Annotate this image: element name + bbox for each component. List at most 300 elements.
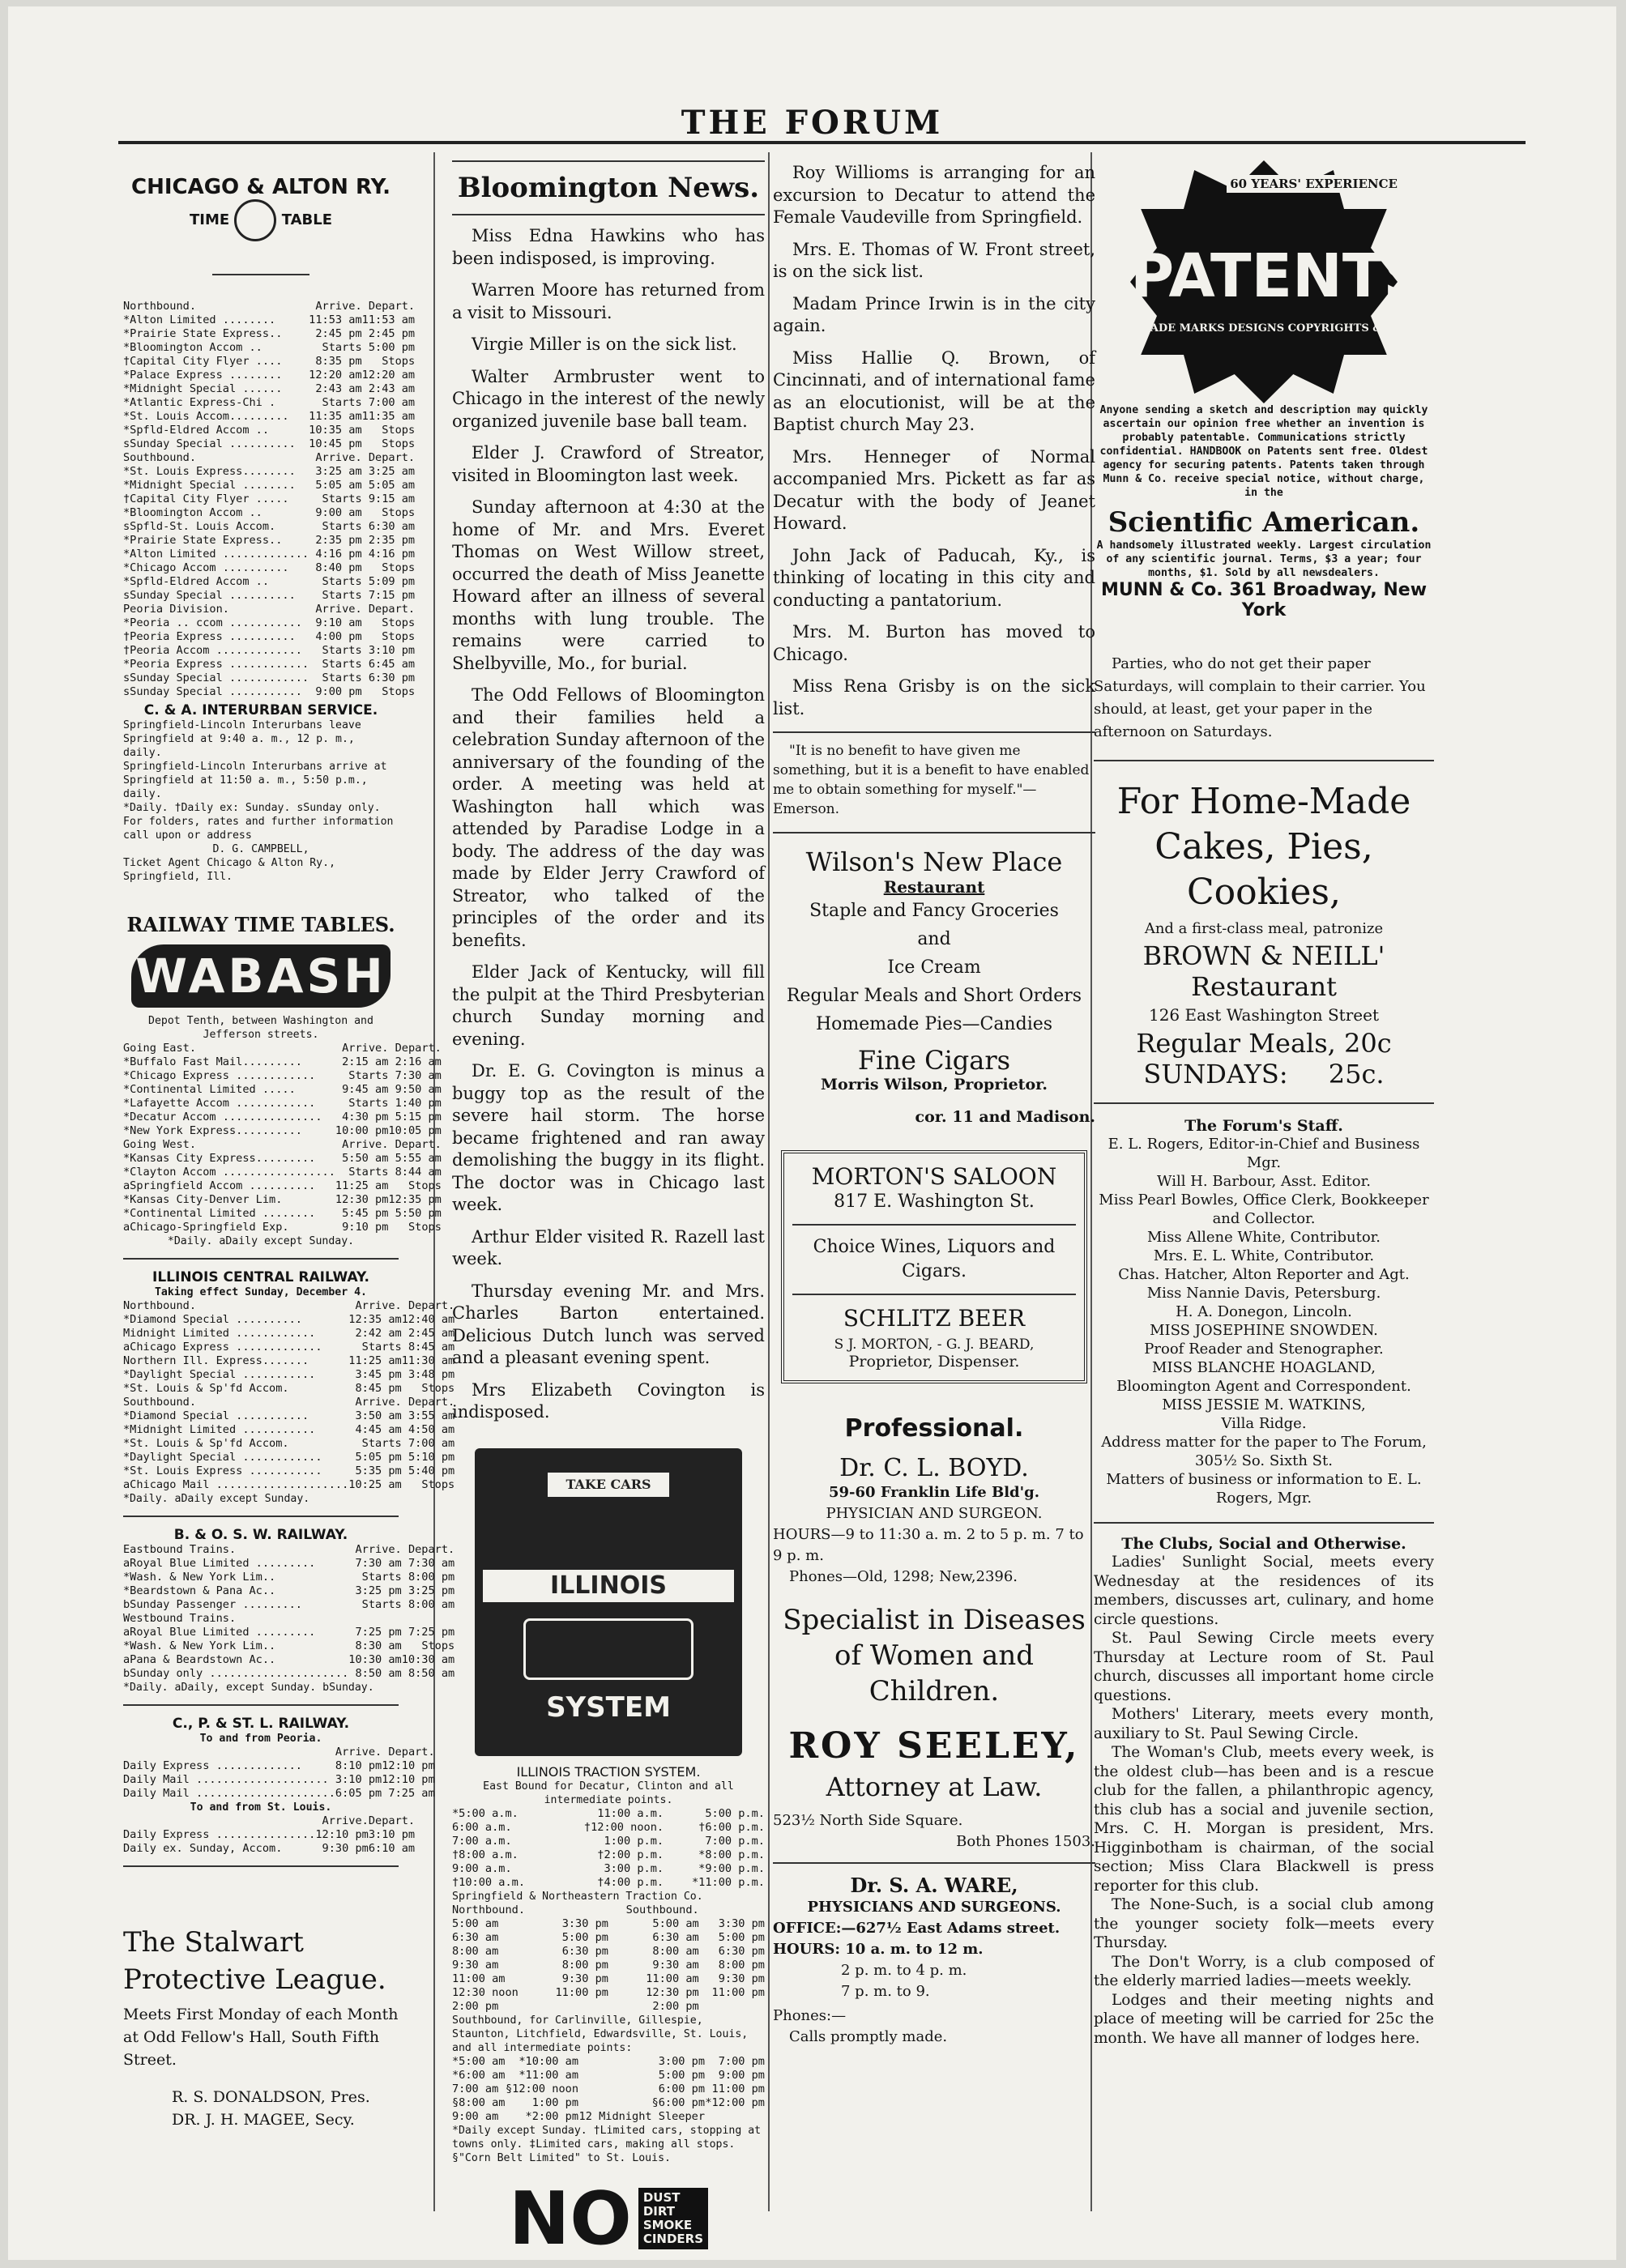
table-row xyxy=(123,1207,442,1221)
table-cell: 5:55 am xyxy=(395,1152,442,1165)
table-cell: Daily Mail ..................... xyxy=(123,1787,335,1800)
table-row xyxy=(123,313,415,327)
table-cell: Arrive. xyxy=(355,1299,402,1312)
table-cell: 10:05 pm xyxy=(388,1124,442,1137)
table-cell: 12:35 pm xyxy=(388,1193,442,1206)
wilson-line: Staple and Fancy Groceries xyxy=(809,901,1059,921)
table-cell: Stops xyxy=(382,506,416,519)
table-cell: 12:30 noon xyxy=(452,1985,519,1999)
saturday-notice: Parties, who do not get their paper Saturdays, will complain to their carrier. You should, at least, get your paper in the afternoon on Saturdays. xyxy=(1094,655,1426,740)
table-cell: 3:48 pm xyxy=(408,1368,455,1381)
staff-entry: Mrs. E. L. White, Contributor. xyxy=(1153,1247,1375,1264)
staff-entry: Miss Pearl Bowles, Office Clerk, Bookkeeper and Collector. xyxy=(1099,1192,1429,1227)
table-cell: 8:45 pm xyxy=(355,1382,402,1395)
traction-sn-table xyxy=(452,1904,765,2014)
cpstl-timetable xyxy=(123,1746,435,1801)
club-entry: The None-Such, is a social club among the younger society folk—meets every Thursday. xyxy=(1094,1896,1434,1951)
table-cell: 3:25 am xyxy=(315,465,362,478)
table-cell: 6:30 am xyxy=(368,520,416,533)
table-cell: 8:50 am xyxy=(355,1667,402,1680)
table-cell: 11:00 am xyxy=(646,1972,699,1985)
table-cell: Stops xyxy=(421,1382,455,1395)
table-cell: 6:30 am xyxy=(652,1930,699,1944)
table-cell: Depart. xyxy=(388,1746,435,1759)
table-row xyxy=(123,1571,455,1584)
table-cell: aChicago Mail .................... xyxy=(123,1478,349,1491)
table-cell: bSunday only ..................... xyxy=(123,1667,349,1680)
table-cell: Starts xyxy=(322,671,362,684)
saloon-prop2: Proprietor, Dispenser. xyxy=(848,1353,1020,1371)
table-cell: Starts xyxy=(361,1437,402,1450)
table-row xyxy=(123,1626,455,1639)
table-row xyxy=(123,1368,455,1382)
traction-east-table xyxy=(452,1807,765,1890)
news-item: Elder J. Crawford of Streator, visited in Bloomington last week. xyxy=(452,443,765,485)
table-cell: Starts xyxy=(361,1571,402,1584)
table-cell: 9:30 pm xyxy=(561,1972,608,1985)
league-president: R. S. DONALDSON, Pres. xyxy=(172,2088,370,2106)
league-secretary: DR. J. H. MAGEE, Secy. xyxy=(172,2111,355,2129)
table-cell: 7:00 p.m. xyxy=(705,1834,765,1848)
local-news-items xyxy=(773,162,1095,720)
table-cell: 6:00 pm xyxy=(658,2082,706,2095)
table-row xyxy=(123,451,415,465)
table-cell: *Daylight Special ........... xyxy=(123,1368,316,1381)
table-row xyxy=(123,437,415,451)
table-cell: 10:35 am xyxy=(309,424,362,437)
table-row xyxy=(123,1179,442,1193)
staff-entry: MISS JESSIE M. WATKINS, xyxy=(1162,1396,1366,1413)
table-cell: Starts xyxy=(322,396,362,409)
table-row xyxy=(452,1917,765,1931)
alton-note: *Daily. †Daily ex: Sunday. sSunday only. xyxy=(123,802,381,814)
table-cell: *Alton Limited ........ xyxy=(123,313,276,326)
wabash-note: *Daily. aDaily except Sunday. xyxy=(167,1235,355,1247)
table-cell: *St. Louis Express ........... xyxy=(123,1464,322,1477)
table-cell: Starts xyxy=(322,520,362,533)
table-cell: *Chicago Accom .......... xyxy=(123,561,289,574)
staff-entry: MISS JOSEPHINE SNOWDEN. xyxy=(1150,1322,1378,1339)
alton-note: Springfield-Lincoln Interurbans arrive at Springfield at 11:50 a. m., 5:50 p.m., daily. xyxy=(123,761,387,800)
table-cell xyxy=(543,1904,608,1917)
table-cell: 5:00 pm xyxy=(658,2068,706,2082)
table-row xyxy=(123,1598,455,1612)
divider xyxy=(792,1294,1076,1295)
seeley-title: Attorney at Law. xyxy=(826,1771,1043,1802)
table-cell: 5:40 pm xyxy=(408,1464,455,1477)
no-items: DUST DIRT SMOKE CINDERS xyxy=(638,2188,708,2249)
table-cell: Stops xyxy=(421,1639,455,1652)
table-row xyxy=(123,1437,455,1451)
table-cell: 3:25 am xyxy=(368,465,416,478)
table-row xyxy=(123,300,415,313)
table-cell: Daily Mail .................... xyxy=(123,1773,329,1786)
divider xyxy=(792,1224,1076,1226)
table-cell: Arrive. xyxy=(315,300,362,313)
homemade-meals: Regular Meals, 20c xyxy=(1136,1028,1392,1059)
table-cell: 11:00 a.m. xyxy=(597,1806,664,1820)
table-row xyxy=(123,1464,455,1478)
table-cell: 2:15 am xyxy=(342,1055,389,1068)
saloon-address: 817 E. Washington St. xyxy=(834,1192,1035,1212)
table-cell: 12:30 pm xyxy=(646,1985,699,1999)
table-cell: aChicago Express ............. xyxy=(123,1341,322,1354)
table-cell: *Lafayette Accom ............ xyxy=(123,1097,316,1110)
club-entry: St. Paul Sewing Circle meets every Thursday at Lecture room of St. Paul church, discusses all important home circle questions. xyxy=(1094,1630,1434,1704)
table-cell: *Wash. & New York Lim.. xyxy=(123,1571,276,1584)
cpstl-head: C., P. & ST. L. RAILWAY. xyxy=(172,1716,350,1732)
table-row xyxy=(452,1986,765,2000)
table-cell: 2:43 am xyxy=(315,382,362,395)
table-cell: *Bloomington Accom .. xyxy=(123,506,262,519)
table-cell: 5:00 am xyxy=(452,1916,499,1930)
table-cell: *2:00 pm xyxy=(525,2109,579,2123)
alton-time-table: TIME TABLE xyxy=(123,199,399,241)
munn-address: MUNN & Co. 361 Broadway, New York xyxy=(1100,580,1428,620)
masthead: THE FORUM xyxy=(681,104,944,142)
table-cell xyxy=(705,2110,765,2124)
table-cell: Arrive. xyxy=(322,1814,369,1827)
table-row xyxy=(452,1972,765,1986)
table-cell: 11:00 pm xyxy=(711,1985,765,1999)
table-cell: Stops xyxy=(382,424,416,437)
column-bloomington xyxy=(452,152,765,2262)
ware-hours: 7 p. m. to 9. xyxy=(841,1983,930,2000)
wilson-cigars: Fine Cigars xyxy=(857,1045,1011,1076)
table-cell: 8:35 pm xyxy=(315,355,362,368)
table-cell: sSunday Special ........... xyxy=(123,685,302,698)
table-cell: Arrive. xyxy=(355,1396,402,1409)
table-cell: *Decatur Accom ............... xyxy=(123,1111,322,1123)
ware-office: OFFICE:—627½ East Adams street. xyxy=(773,1920,1061,1937)
table-cell: Southbound. xyxy=(625,1903,699,1916)
table-cell: 3:45 pm xyxy=(355,1368,402,1381)
table-cell: aRoyal Blue Limited ......... xyxy=(123,1626,316,1639)
table-cell: 5:09 pm xyxy=(368,575,416,588)
table-cell: †2:00 p.m. xyxy=(597,1848,664,1861)
table-cell: 5:00 pm xyxy=(718,1930,765,1944)
homemade-sub: And a first-class meal, patronize xyxy=(1144,920,1384,937)
table-cell: *Clayton Accom ................. xyxy=(123,1166,335,1179)
wilson-address: cor. 11 and Madison. xyxy=(915,1108,1095,1126)
table-row xyxy=(123,589,415,603)
table-cell: 3:10 pm xyxy=(368,644,416,657)
table-cell: 5:05 pm xyxy=(355,1451,402,1464)
table-cell: *St. Louis Express........ xyxy=(123,465,296,478)
table-cell: 2:16 am xyxy=(395,1055,442,1068)
table-cell: 3:10 pm xyxy=(368,1828,416,1841)
ware-hours: HOURS: 10 a. m. to 12 m. xyxy=(773,1941,984,1958)
table-cell: 3:30 pm xyxy=(561,1916,608,1930)
table-cell xyxy=(402,1612,455,1626)
table-row xyxy=(452,1862,765,1876)
table-row xyxy=(123,492,415,506)
staff-entry: Villa Ridge. xyxy=(1221,1415,1307,1432)
table-row xyxy=(452,1807,765,1821)
news-item: Mrs. E. Thomas of W. Front street, is on the sick list. xyxy=(773,239,1095,281)
table-cell: 9:10 am xyxy=(315,616,362,629)
table-cell: Stops xyxy=(382,685,416,698)
table-row xyxy=(123,1313,455,1327)
table-cell: 8:40 pm xyxy=(315,561,362,574)
table-cell: 3:50 am xyxy=(355,1409,402,1422)
table-cell: 11:53 am xyxy=(309,313,362,326)
news-item: Thursday evening Mr. and Mrs. Charles Barton entertained. Delicious Dutch lunch was served and a pleasant evening spent. xyxy=(452,1281,765,1367)
table-cell: Starts xyxy=(361,1341,402,1354)
column-ads-staff xyxy=(1094,152,1434,2219)
table-cell: Eastbound Trains. xyxy=(123,1543,237,1556)
table-row xyxy=(452,2069,765,2083)
club-entry: The Don't Worry, is a club composed of the elderly married ladies—meets weekly. xyxy=(1094,1953,1434,1989)
table-row xyxy=(123,1773,435,1787)
table-cell: *Midnight Special ...... xyxy=(123,382,283,395)
table-row xyxy=(123,479,415,492)
league-title: The Stalwart Protective League. xyxy=(123,1926,386,1996)
table-cell: Daily Express ............... xyxy=(123,1828,316,1841)
table-cell: Going West. xyxy=(123,1138,197,1151)
table-cell: *10:00 am xyxy=(519,2054,579,2068)
table-cell: 10:25 am xyxy=(348,1478,402,1491)
table-cell: *Peoria Express ............ xyxy=(123,658,309,671)
table-row xyxy=(123,382,415,396)
table-cell: 2:43 am xyxy=(368,382,416,395)
table-cell: Starts xyxy=(322,589,362,602)
table-cell: 9:00 am xyxy=(452,2109,499,2123)
table-cell: *Prairie State Express.. xyxy=(123,327,283,340)
table-cell: Depart. xyxy=(408,1299,455,1312)
table-cell: 4:16 pm xyxy=(368,548,416,561)
alton-logo: CHICAGO & ALTON RY. xyxy=(131,175,390,199)
table-cell: 11:53 am xyxy=(361,313,416,326)
table-cell xyxy=(699,1904,765,1917)
table-cell: Arrive. xyxy=(342,1042,389,1055)
table-cell: †4:00 p.m. xyxy=(597,1875,664,1889)
cpstl-sub: To and from St. Louis. xyxy=(190,1801,332,1814)
table-cell: sSunday Special .......... xyxy=(123,589,296,602)
alton-note: For folders, rates and further information call upon or address xyxy=(123,816,394,842)
staff-entry: Bloomington Agent and Correspondent. xyxy=(1116,1378,1411,1395)
table-cell: Westbound Trains. xyxy=(123,1612,237,1625)
table-row xyxy=(123,1584,455,1598)
staff-entry: H. A. Donegon, Lincoln. xyxy=(1176,1303,1352,1320)
table-row xyxy=(123,327,415,341)
table-row xyxy=(123,644,415,658)
patents-trademarks: TRADE MARKS DESIGNS COPYRIGHTS &C. xyxy=(1133,322,1394,335)
saloon-prop: S J. MORTON, - G. J. BEARD, xyxy=(834,1336,1035,1353)
wilson-title: Wilson's New Place xyxy=(805,846,1063,877)
table-cell: Arrive. xyxy=(342,1138,389,1151)
bloomington-news-items xyxy=(452,225,765,1424)
table-row xyxy=(123,1083,442,1097)
table-cell: 11:25 am xyxy=(348,1354,402,1367)
table-cell: aPana & Beardstown Ac.. xyxy=(123,1653,276,1666)
table-cell: Starts xyxy=(322,575,362,588)
table-cell: 1:00 p.m. xyxy=(604,1834,664,1848)
staff-entry: Address matter for the paper to The Forum, 305½ So. Sixth St. xyxy=(1101,1434,1427,1469)
staff-head: The Forum's Staff. xyxy=(1094,1102,1434,1135)
club-entry: The Woman's Club, meets every week, is the oldest club—has been and is a rescue club for the fallen, a philanthropic agency, this club has a social and juvenile section, Mrs. C. H. Morgan is president, Mrs. Higginbotham is chairman, of the social section; Miss Clara Blackwell is press reporter for this club. xyxy=(1094,1744,1434,1895)
table-row xyxy=(123,1557,455,1571)
table-cell: 6:30 pm xyxy=(561,1944,608,1958)
table-row xyxy=(123,424,415,437)
table-cell: Depart. xyxy=(408,1543,455,1556)
table-row xyxy=(123,1152,442,1166)
boyd-title: PHYSICIAN AND SURGEON. xyxy=(826,1505,1043,1522)
table-cell: 8:00 am xyxy=(452,1944,499,1958)
table-cell: Daily ex. Sunday, Accom. xyxy=(123,1842,283,1855)
table-cell: 5:45 pm xyxy=(342,1207,389,1220)
table-cell: Depart. xyxy=(368,603,416,616)
table-cell: 7:25 am xyxy=(388,1787,435,1800)
homemade-sundays: SUNDAYS: 25c. xyxy=(1143,1059,1385,1089)
table-cell: †Capital City Flyer ..... xyxy=(123,492,289,505)
table-cell: 2:35 pm xyxy=(368,534,416,547)
ic-sub: Taking effect Sunday, December 4. xyxy=(154,1286,367,1298)
staff-entry: Miss Allene White, Contributor. xyxy=(1146,1229,1381,1246)
saloon-wines: Choice Wines, Liquors and Cigars. xyxy=(813,1237,1056,1281)
traction-tag: TAKE CARS xyxy=(548,1473,669,1497)
table-row xyxy=(123,520,415,534)
table-cell: 2:00 pm xyxy=(652,1999,699,2013)
table-cell: Northbound. xyxy=(123,300,197,313)
table-cell: 9:30 am xyxy=(652,1958,699,1972)
table-cell: *Diamond Special ........... xyxy=(123,1409,309,1422)
table-cell: Starts xyxy=(361,1598,402,1611)
news-item: Miss Hallie Q. Brown, of Cincinnati, and of international fame as an elocutionist, will be at the Baptist church May 23. xyxy=(773,347,1095,434)
divider xyxy=(773,1862,1095,1864)
saloon-title: MORTON'S SALOON xyxy=(811,1163,1057,1190)
table-cell: Stops xyxy=(382,630,416,643)
table-cell: 4:45 am xyxy=(355,1423,402,1436)
table-row xyxy=(452,1821,765,1835)
clubs-list xyxy=(1094,1553,1434,2048)
table-row xyxy=(452,2083,765,2096)
table-cell: 3:55 am xyxy=(408,1409,455,1422)
table-cell: 8:00 pm xyxy=(408,1571,455,1584)
bosw-timetable xyxy=(123,1543,455,1681)
table-row xyxy=(452,1945,765,1959)
professional-head: Professional. xyxy=(844,1414,1024,1443)
traction-south: Southbound, for Carlinville, Gillespie, Staunton, Litchfield, Edwardsville, St. Louis, and all intermediate points: xyxy=(452,2014,749,2054)
table-cell: 3:30 pm xyxy=(718,1916,765,1930)
table-cell: Arrive. xyxy=(335,1746,382,1759)
table-cell: sSunday Special ............ xyxy=(123,671,309,684)
table-cell: 12:30 pm xyxy=(335,1193,389,1206)
alton-agent: D. G. CAMPBELL, xyxy=(212,843,309,855)
table-cell: †Peoria Accom ............. xyxy=(123,644,302,657)
table-cell: †10:00 a.m. xyxy=(452,1875,526,1889)
boyd-hours: HOURS—9 to 11:30 a. m. 2 to 5 p. m. 7 to 9 p. m. xyxy=(773,1526,1084,1564)
wilson-line: Regular Meals and Short Orders xyxy=(786,986,1082,1006)
table-cell: 6:30 am xyxy=(452,1930,499,1944)
table-cell: Starts xyxy=(322,341,362,354)
table-cell: Peoria Division. xyxy=(123,603,229,616)
table-row xyxy=(123,1221,442,1234)
news-item: Warren Moore has returned from a visit to Missouri. xyxy=(452,280,765,322)
seeley-address: 523½ North Side Square. xyxy=(773,1812,963,1829)
table-cell: 12:40 am xyxy=(401,1313,455,1326)
streetcar-icon xyxy=(523,1618,694,1680)
seeley-phones: Both Phones 1503. xyxy=(956,1833,1095,1850)
table-cell: 2:00 pm xyxy=(452,1999,499,2013)
table-cell: Southbound. xyxy=(123,451,197,464)
table-row xyxy=(123,561,415,575)
table-row xyxy=(123,1612,455,1626)
traction-band: ILLINOIS TRACTION xyxy=(483,1570,734,1602)
table-cell: *Spfld-Eldred Accom .. xyxy=(123,575,270,588)
table-row xyxy=(123,1842,415,1856)
table-cell: bSunday Passenger ......... xyxy=(123,1598,302,1611)
table-row xyxy=(123,1667,455,1681)
traction-note: *Daily except Sunday. †Limited cars, stopping at towns only. ‡Limited cars, making all stops. §"Corn Belt Limited" to St. Louis. xyxy=(452,2124,762,2164)
column-local xyxy=(773,152,1095,2219)
table-cell: 2:45 pm xyxy=(368,327,416,340)
table-row xyxy=(123,1299,455,1313)
table-cell: Stops xyxy=(421,1478,455,1491)
table-cell: *Continental Limited ........ xyxy=(123,1207,316,1220)
table-cell: 9:10 pm xyxy=(342,1221,389,1234)
table-cell: *5:00 a.m. xyxy=(452,1806,519,1820)
news-item: Miss Rena Grisby is on the sick list. xyxy=(773,676,1095,718)
table-cell: 2:35 pm xyxy=(315,534,362,547)
table-cell: 4:00 pm xyxy=(315,630,362,643)
boyd-address: 59-60 Franklin Life Bld'g. xyxy=(829,1484,1039,1501)
table-cell: Depart. xyxy=(368,451,416,464)
table-cell: Stops xyxy=(382,355,416,368)
table-cell: Starts xyxy=(322,492,362,505)
table-cell: †6:00 p.m. xyxy=(698,1820,765,1834)
news-item: Mrs Elizabeth Covington is indisposed. xyxy=(452,1379,765,1422)
table-cell: *Midnight Limited ........... xyxy=(123,1423,316,1436)
news-item: Sunday afternoon at 4:30 at the home of Mr. and Mrs. Everet Thomas on West Willow street, occurred the death of Miss Jeanette Howard after an illness of several months with lung trouble. The remains were carried to Shelbyville, Mo., for burial. xyxy=(452,497,765,673)
homemade-address: 126 East Washington Street xyxy=(1148,1005,1379,1025)
traction-sn: Springfield & Northeastern Traction Co. xyxy=(452,1890,703,1903)
table-cell xyxy=(699,2000,765,2014)
table-cell: 5:50 pm xyxy=(395,1207,442,1220)
table-cell: sSunday Special .......... xyxy=(123,437,296,450)
table-cell: Starts xyxy=(348,1097,389,1110)
table-cell: Northern Ill. Express....... xyxy=(123,1354,309,1367)
table-row xyxy=(123,616,415,630)
table-cell: Starts xyxy=(322,658,362,671)
table-cell xyxy=(348,1612,401,1626)
staff-entry: Will H. Barbour, Asst. Editor. xyxy=(1157,1173,1371,1190)
divider xyxy=(212,274,309,275)
divider xyxy=(123,1865,399,1867)
table-cell: 8:00 am xyxy=(408,1598,455,1611)
table-row xyxy=(123,534,415,548)
table-row xyxy=(452,2055,765,2069)
table-row xyxy=(123,506,415,520)
table-cell: Midnight Limited ............ xyxy=(123,1327,316,1340)
table-cell: Arrive. xyxy=(355,1543,402,1556)
table-cell: 2:45 pm xyxy=(315,327,362,340)
table-cell: Stops xyxy=(382,437,416,450)
table-row xyxy=(123,355,415,369)
table-row xyxy=(123,1097,442,1111)
table-cell: 10:45 pm xyxy=(309,437,362,450)
table-cell xyxy=(123,1814,315,1828)
table-cell: 7:25 pm xyxy=(355,1626,402,1639)
table-row xyxy=(123,1382,455,1396)
table-cell: Depart. xyxy=(395,1138,442,1151)
table-cell: 7:30 am xyxy=(408,1557,455,1570)
table-cell: 11:00 am xyxy=(452,1972,506,1985)
staff-list xyxy=(1094,1135,1434,1507)
table-row xyxy=(452,1904,765,1917)
table-cell: 7:00 pm xyxy=(718,2054,765,2068)
table-row xyxy=(123,1423,455,1437)
